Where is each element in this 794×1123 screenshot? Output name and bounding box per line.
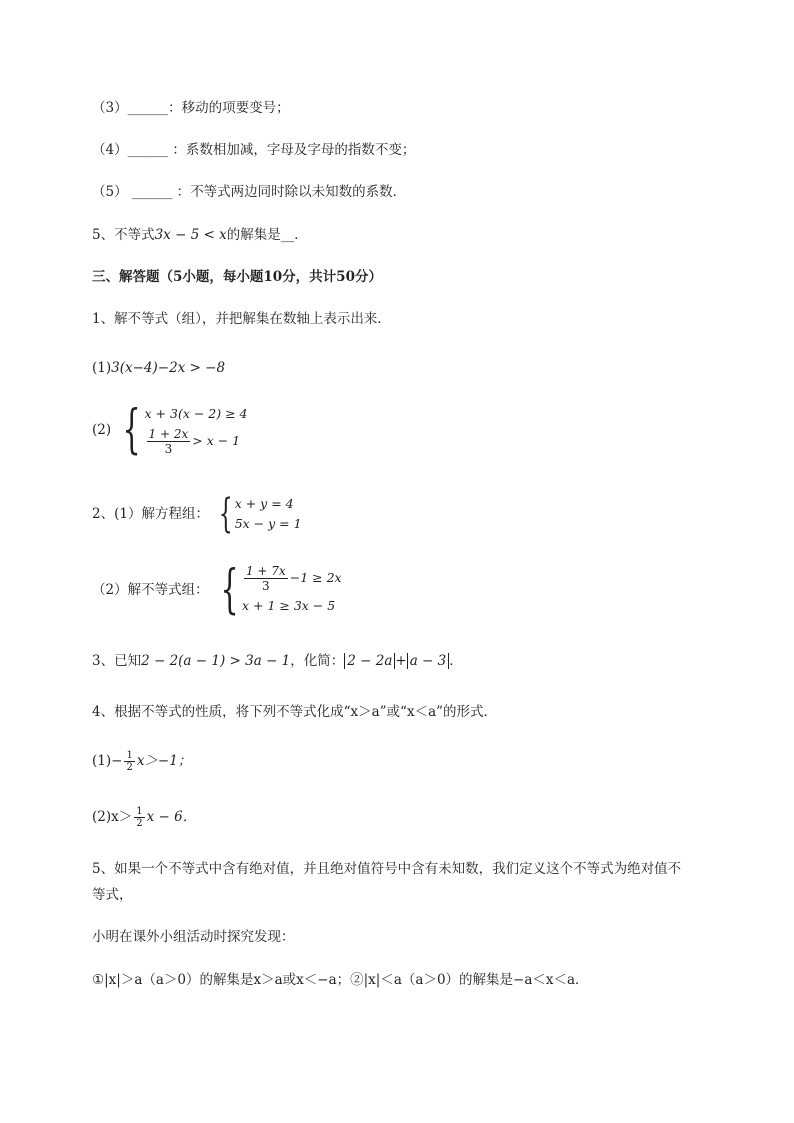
row-rest: −1 ≥ 2x [289, 570, 342, 585]
question-prefix: 5、不等式 [92, 227, 155, 243]
absolute-value-2: a − 3 [407, 653, 450, 669]
problem-5-line-4: ①|x|＞a（a＞0）的解集是x＞a或x＜−a；②|x|＜a（a＞0）的解集是−a＜x＜a． [92, 972, 589, 988]
problem-1-title: 1、解不等式（组），并把解集在数轴上表示出来． [92, 311, 391, 327]
part-label: 2、(1）解方程组： [92, 506, 209, 522]
fraction [134, 806, 144, 829]
system-row-2 [145, 427, 248, 456]
brace-icon: { [220, 560, 239, 620]
fraction-denominator: 2 [126, 762, 133, 773]
fraction [244, 564, 288, 593]
problem-3 [92, 651, 463, 671]
part-label: (2)x＞ [92, 809, 133, 825]
separator: ： [168, 142, 186, 158]
system-row-1: x + 3(x − 2) ≥ 4 [144, 406, 248, 421]
brace-icon: { [218, 491, 233, 537]
item-number: （4） [92, 142, 128, 158]
brace-icon: { [122, 400, 142, 460]
inequality-math: 3x − 5 < x [154, 227, 227, 243]
system-row-2: x + 1 ≥ 3x − 5 [241, 598, 336, 613]
system-row-1: x + y = 4 [234, 496, 294, 511]
row-rest: > x − 1 [192, 433, 241, 448]
system-row-1 [242, 564, 342, 593]
part-label: (2) [92, 422, 112, 438]
fill-item-4 [92, 140, 415, 160]
system-row-2: 5x − y = 1 [234, 516, 302, 531]
answer-blank: ______ [127, 100, 169, 116]
fraction [124, 750, 134, 773]
item-text: 不等式两边同时除以未知数的系数． [190, 184, 407, 200]
section-heading: 三、解答题（5小题，每小题10分，共计50分） [92, 269, 382, 285]
fraction-numerator: 1 + 7x [245, 564, 286, 578]
item-number: （5） [92, 184, 128, 200]
item-number: （3） [92, 100, 128, 116]
part-label: (1)− [92, 753, 123, 769]
plus-sign: + [395, 653, 407, 669]
item-text: 系数相加减，字母及字母的指数不变； [185, 142, 416, 158]
part-rest: x − 6． [146, 809, 197, 825]
fraction-denominator: 3 [262, 579, 270, 593]
item-text: 移动的项要变号； [181, 100, 290, 116]
part-label: (1) [92, 360, 112, 376]
period: ． [449, 653, 463, 669]
inequality-system [115, 400, 248, 460]
fill-item-5 [92, 182, 406, 202]
fill-item-3 [92, 98, 290, 118]
part-rest: x＞−1； [136, 753, 192, 769]
problem-2-part-1 [92, 491, 302, 537]
fraction-numerator: 1 [136, 806, 143, 817]
question-suffix: 的解集是__． [226, 227, 308, 243]
fraction [147, 427, 191, 456]
fraction-numerator: 1 [126, 750, 133, 761]
inequality-math: 3(x−4)−2x > −8 [111, 360, 226, 376]
fraction-denominator: 2 [136, 818, 143, 829]
problem-1-part-2 [92, 400, 248, 460]
system-rows [242, 564, 342, 616]
inequality-system [213, 560, 342, 620]
system-rows [235, 494, 302, 534]
problem-2-part-2 [92, 560, 342, 620]
problem-4-part-1 [92, 750, 191, 773]
problem-prefix: 3、已知 [92, 653, 142, 669]
problem-4-part-2 [92, 806, 196, 829]
problem-middle: ，化简： [290, 653, 345, 669]
fraction-denominator: 3 [164, 442, 173, 456]
condition-math: 2 − 2(a − 1) > 3a − 1 [141, 653, 291, 669]
fraction-numerator: 1 + 2x [148, 427, 189, 441]
equation-system [213, 491, 302, 537]
question-5 [92, 225, 308, 245]
problem-5-line-1: 5、如果一个不等式中含有绝对值，并且绝对值符号中含有未知数，我们定义这个不等式为绝对值不 [92, 861, 682, 877]
problem-5-line-2: 等式， [92, 887, 133, 903]
separator: ： [168, 100, 182, 116]
problem-4-title: 4、根据不等式的性质，将下列不等式化成“x＞a”或“x＜a”的形式． [92, 704, 498, 720]
separator: ： [172, 184, 191, 200]
answer-blank: ______ [127, 184, 173, 200]
system-rows [145, 404, 248, 456]
problem-1-part-1 [92, 358, 225, 378]
problem-5-line-3: 小明在课外小组活动时探究发现： [92, 929, 295, 945]
part-label: （2）解不等式组： [92, 582, 209, 598]
absolute-value-1: 2 − 2a [344, 653, 395, 669]
answer-blank: ______ [127, 142, 169, 158]
